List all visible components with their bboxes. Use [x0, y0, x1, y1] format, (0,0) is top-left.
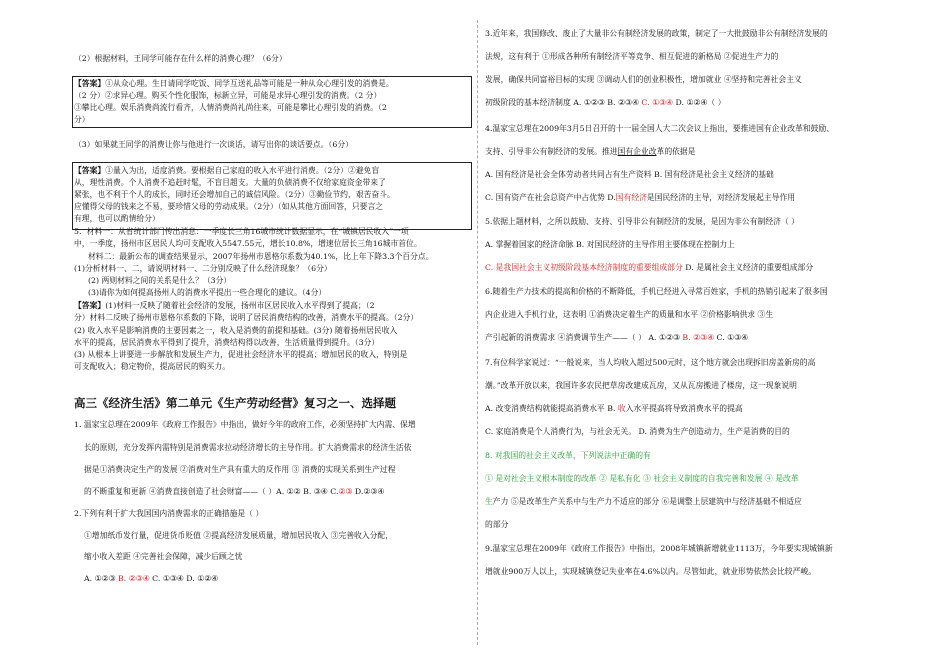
answer-3-line-6: 可支配收入；稳定物价，提高居民的购买力。	[74, 362, 230, 371]
answer-3-line-3: (2) 收入水平是影响消费的主要因素之一，收入是消费的前提和基础。(3分) 随着扬州居民收入	[74, 326, 398, 335]
correct-answer: 收	[615, 404, 626, 413]
answer-label: 【答案】	[74, 79, 106, 88]
question-4-line-2: 支持、引导非公有制经济的发展。推进国有企业改革的依据是	[485, 147, 696, 156]
answer-1-line-3: ③攀比心理。娱乐消费尚流行看齐，人情消费尚礼尚往来，可能是攀比心理引发的消费。（2	[74, 103, 387, 112]
answer-3-line-2: 分）材料二反映了扬州市恩格尔系数的下降，说明了居民消费结构的改善，消费水平的提高。（2分）	[74, 313, 419, 322]
question-8-line-2: ① 是对社会主义根本制度的改革 ② 是私有化 ③ 社会主义制度的自我完善和发展 ④ 是改革	[485, 474, 799, 483]
question-2-stem: （2）根据材料，王同学可能存在什么样的消费心理？（6分）	[74, 54, 287, 63]
material-5-line-6: (3)请你为如何提高扬州人的消费水平提出一些合理化的建议。（4分）	[88, 288, 327, 297]
answer-1-line-2: （2 分）②求异心理。购买个性化服饰，标新立异，可能是求异心理引发的消费。（2 分）	[74, 91, 382, 100]
correct-answer: 国有经济	[615, 193, 647, 202]
answer-1-line-1: 【答案】①从众心理。生日请同学吃饭、同学互送礼品等可能是一种从众心理引发的消费是。	[74, 79, 394, 88]
answer-2-line-3: 紧张，也不利于个人的成长，同时还会增加自己的诚信风险。（2分）③勤俭节约，艰苦奋斗。	[74, 190, 395, 199]
answer-3-line-5: (3) 从根本上讲要进一步解放和发展生产力，促进社会经济水平的提高；增加居民的收入，特别是	[74, 350, 408, 359]
correct-answer: B. ②③④	[682, 333, 715, 342]
answer-3-line-1: 【答案】(1)材料一反映了随着社会经济的发展，扬州市区居民收入水平得到了提高；（2	[74, 301, 375, 310]
answer-1-line-4: 分）	[74, 115, 90, 124]
question-3-line-4: 初级阶段的基本经济制度 A. ①②③ B. ②③④ C. ①③④ D. ①②④（ ）	[485, 98, 726, 107]
answer-2-line-5: 有理，也可以酌情给分）	[74, 214, 160, 223]
question-5-line-2: A. 掌握着国家的经济命脉 B. 对国民经济的主导作用主要体现在控制力上	[485, 240, 735, 249]
question-6-line-1: 6.随着生产力技术的提高和价格的不断降低，手机已经进入寻常百姓家，手机的热销引起来了很多国	[485, 287, 828, 296]
question-7-line-1: 7.有位科学家说过：“一般说来，当人均收入超过500元时，这个地方就会出现拆旧房盖新房的高	[485, 358, 816, 367]
choice-1-line-4: 的不断重复和更新 ④消费直接创造了社会财富——（ ）A. ①② B. ③④ C.②③ D.②③④	[84, 487, 385, 496]
question-8-line-1: 8. 对我国的社会主义改革，下列说法中正确的有	[485, 451, 651, 460]
question-4-line-4: C. 国有资产在社会总资产中占优势 D.国有经济是国民经济的主导，对经济发展起主导作用	[485, 193, 796, 202]
question-7-line-3: A. 改变消费结构就能提高消费水平 B. 收入水平提高将导致消费水平的提高	[485, 404, 743, 413]
correct-answer: ②③	[338, 487, 353, 496]
question-7-line-4: C. 家庭消费是个人消费行为，与社会无关。 D. 消费为生产创造动力，生产是消费的目的	[485, 427, 790, 436]
section-heading: 高三《经济生活》第二单元《生产劳动经营》复习之一、选择题	[74, 396, 396, 410]
question-5-line-3: C. 是我国社会主义初级阶段基本经济制度的重要组成部分 D. 是属社会主义经济的重要组成部分	[485, 263, 814, 272]
question-4-line-3: A. 国有经济是社会全体劳动者共同占有生产资料 B. 国有经济是社会主义经济的基础	[485, 170, 774, 179]
material-5-line-1: 5．材料一：从省统计部门传出消息：一季度长三角16城市统计数据显示，在“城镇居民收入”一项	[74, 227, 409, 236]
question-6-line-2: 内企业进入手机行业，这表明 ①消费决定着生产的质量和水平 ②价格影响供求 ③生	[485, 310, 774, 319]
question-3-stem: （3）如果就王同学的消费让你与他进行一次谈话，请写出你的谈话要点。（6分）	[74, 140, 353, 149]
answer-2-line-1: 【答案】①量入为出，适度消费。要根据自己家庭的收入水平进行消费。（2分）②避免盲	[74, 166, 380, 175]
question-3-line-1: 3.近年来，我国修改、废止了大量非公有制经济发展的政策，制定了一大批鼓励非公有制经济发展的	[485, 29, 828, 38]
question-7-line-2: 潮。”改革开放以来，我国许多农民把草房改建成瓦房，又从瓦房搬进了楼房，这一现象说明	[485, 381, 797, 390]
question-4-line-1: 4.温家宝总理在2009年3月5日召开的十一届全国人大二次会议上指出，要推进国有企业改革和鼓励、	[485, 124, 835, 133]
correct-answer: B. ②③④	[118, 574, 150, 583]
column-divider	[477, 20, 478, 645]
question-8-line-4: 的部分	[485, 520, 509, 529]
correct-answer: C. ①③④	[641, 98, 674, 107]
material-5-line-5: (2) 两则材料之间的关系是什么？（3分）	[88, 276, 232, 285]
answer-3-line-4: 水平的提高，居民消费水平得到了提升，消费结构得以改善，生活质量得到提升。（3分）	[74, 338, 380, 347]
answer-2-line-4: 应懂得父母的钱来之不易，要珍惜父母的劳动成果。（2分）（如从其他方面回答，只要言之	[74, 202, 384, 211]
choice-2-line-2: ①增加纸币发行量，促进货币贬值 ②提高经济发展质量，增加居民收入 ③完善收入分配，	[84, 531, 394, 540]
choice-1-line-1: 1. 温家宝总理在2009年《政府工作报告》中指出，做好今年的政府工作，必须坚持扩大内需、保增	[74, 420, 416, 429]
choice-1-line-3: 据是①消费决定生产的发展 ②消费对生产具有重大的反作用 ③ 消费的实现关系到生产过程	[84, 465, 396, 474]
material-5-line-3: 材料二：最新公布的调查结果显示，2007年扬州市恩格尔系数为40.1%，比上年下降3.3个百分点。	[88, 252, 434, 261]
material-5-line-2: 中，一季度，扬州市区居民人均可支配收入5547.55元，增长10.8%，增速位居长三角16城市首位。	[74, 239, 422, 248]
choice-2-line-3: 缩小收入差距 ④完善社会保障，减少后顾之忧	[84, 552, 243, 561]
choice-2-line-4: A. ①②③ B. ②③④ C. ①③④ D. ①②④	[84, 574, 219, 583]
question-9-line-2: 增就业900万人以上，实现城镇登记失业率在4.6%以内。尽管如此，就业形势依然会比较严峻。	[485, 567, 816, 576]
question-9-line-1: 9.温家宝总理在2009年《政府工作报告》中指出，2008年城镇新增就业1113万，今年要实现城镇新	[485, 544, 833, 553]
correct-answer: C. 是我国社会主义初级阶段基本经济制度的重要组成部分	[485, 263, 683, 272]
question-8-line-3: 生产力 ⑤是改革生产关系中与生产力不适应的部分 ⑥是调整上层建筑中与经济基础不相适应	[485, 497, 802, 506]
choice-2-line-1: 2.下列有利于扩大我国国内消费需求的正确措施是（ ）	[74, 509, 264, 518]
choice-1-line-2: 长的原则，充分发挥内需特别是消费需求拉动经济增长的主导作用。扩大消费需求的经济生活依	[84, 443, 412, 452]
question-5-line-1: 5.依据上题材料，之所以鼓励、支持、引导非公有制经济的发展，是因为非公有制经济（ ）	[485, 217, 799, 226]
question-3-line-2: 法规，这有利于 ①形成各种所有制经济平等竞争、相互促进的新格局 ②促进生产力的	[485, 52, 779, 61]
question-6-line-3: 产引起新的消费需求 ④消费调节生产——（ ） A. ①②③ B. ②③④ C. ①③④	[485, 333, 749, 342]
question-3-line-3: 发展，确保共同富裕目标的实现 ③调动人们的创业积极性，增加就业 ④坚持和完善社会主义	[485, 75, 802, 84]
material-5-line-4: (1)分析材料一、二，请说明材料一、二分别反映了什么经济现象？（6分）	[74, 264, 332, 273]
answer-2-line-2: 从，理性消费。个人消费不追赶时髦，不盲目超支。大量的负债消费不仅给家庭资金带来了	[74, 178, 386, 187]
